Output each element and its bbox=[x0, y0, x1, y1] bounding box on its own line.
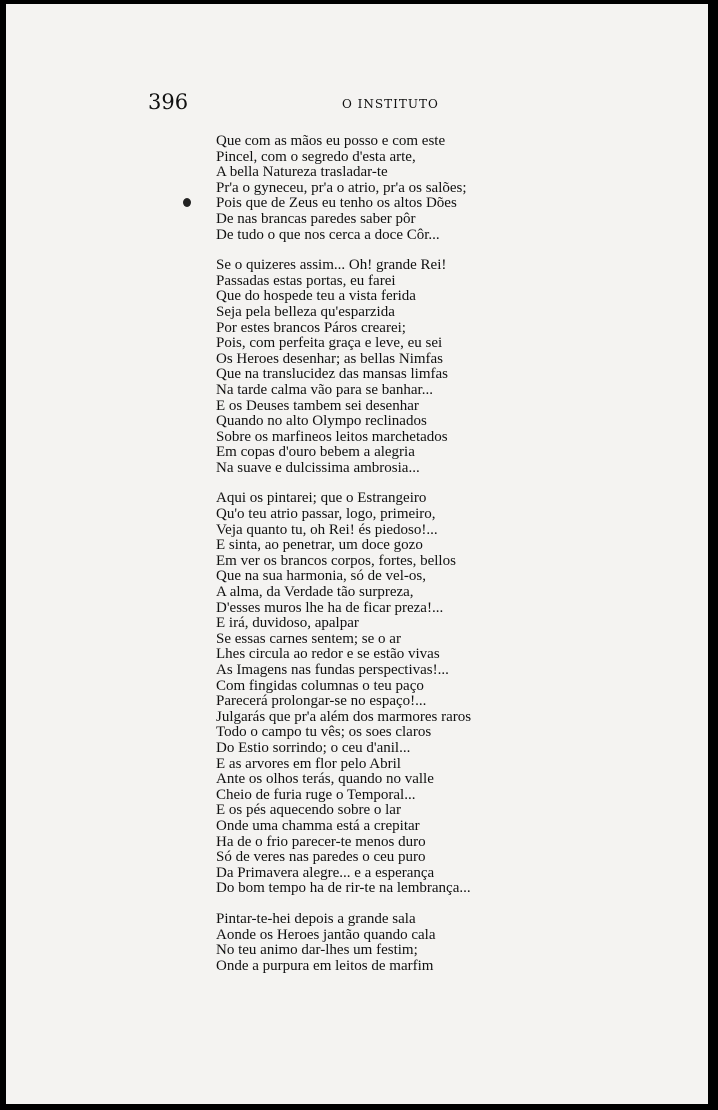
poem-line: Se o quizeres assim... Oh! grande Rei! bbox=[216, 257, 447, 274]
poem-line: Na tarde calma vão para se banhar... bbox=[216, 381, 433, 398]
poem-line: Passadas estas portas, eu farei bbox=[216, 272, 396, 289]
stanza bbox=[216, 134, 696, 243]
poem-line: E os Deuses tambem sei desenhar bbox=[216, 397, 419, 414]
poem-line: E sinta, ao penetrar, um doce gozo bbox=[216, 537, 423, 554]
poem-line: Por estes brancos Páros crearei; bbox=[216, 319, 406, 336]
poem-line: A bella Natureza trasladar-te bbox=[216, 164, 388, 181]
poem-line: Qu'o teu atrio passar, logo, primeiro, bbox=[216, 506, 436, 523]
poem-line: Os Heroes desenhar; as bellas Nimfas bbox=[216, 350, 444, 367]
poem-line: A alma, da Verdade tão surpreza, bbox=[216, 584, 414, 601]
poem-line: Parecerá prolongar-se no espaço!... bbox=[216, 693, 427, 710]
poem-line: Da Primavera alegre... e a esperança bbox=[216, 864, 435, 881]
poem-line: De tudo o que nos cerca a doce Côr... bbox=[216, 226, 440, 243]
poem-line: Seja pela belleza qu'esparzida bbox=[216, 303, 395, 320]
book-page bbox=[6, 4, 708, 1104]
poem-line: Em copas d'ouro bebem a alegria bbox=[216, 444, 415, 461]
poem-line: Aonde os Heroes jantão quando cala bbox=[216, 926, 436, 943]
page-number: 396 bbox=[148, 90, 189, 114]
stanza bbox=[216, 491, 696, 896]
poem-line: Que na sua harmonia, só de vel-os, bbox=[216, 568, 426, 585]
poem-line: Todo o campo tu vês; os soes claros bbox=[216, 724, 432, 741]
poem-line: D'esses muros lhe ha de ficar preza!... bbox=[216, 599, 444, 616]
poem-line: Pois, com perfeita graça e leve, eu sei bbox=[216, 335, 443, 352]
poem-line: Em ver os brancos corpos, fortes, bellos bbox=[216, 552, 456, 569]
poem-line: Lhes circula ao redor e se estão vivas bbox=[216, 646, 440, 663]
poem-line: Pincel, com o segredo d'esta arte, bbox=[216, 148, 416, 165]
poem-line: Quando no alto Olympo reclinados bbox=[216, 413, 427, 430]
stanza bbox=[216, 912, 696, 974]
poem-line: E as arvores em flor pelo Abril bbox=[216, 755, 401, 772]
stanza bbox=[216, 258, 696, 476]
running-title: O INSTITUTO bbox=[342, 97, 439, 111]
poem-line: Do bom tempo ha de rir-te na lembrança... bbox=[216, 880, 471, 897]
poem-line: E os pés aquecendo sobre o lar bbox=[216, 802, 401, 819]
poem-line: Pintar-te-hei depois a grande sala bbox=[216, 910, 416, 927]
poem-line: Na suave e dulcissima ambrosia... bbox=[216, 459, 420, 476]
ink-speck bbox=[183, 198, 191, 207]
poem-line: Veja quanto tu, oh Rei! és piedoso!... bbox=[216, 521, 438, 538]
poem-line: Do Estio sorrindo; o ceu d'anil... bbox=[216, 739, 411, 756]
poem-body bbox=[216, 134, 696, 974]
poem-line: As Imagens nas fundas perspectivas!... bbox=[216, 662, 449, 678]
poem-line: Onde a purpura em leitos de marfim bbox=[216, 957, 434, 974]
poem-line: Ante os olhos terás, quando no valle bbox=[216, 771, 434, 788]
poem-line: Se essas carnes sentem; se o ar bbox=[216, 630, 401, 647]
poem-line: Que com as mãos eu posso e com este bbox=[216, 133, 446, 149]
poem-line: Só de veres nas paredes o ceu puro bbox=[216, 849, 426, 866]
poem-line: No teu animo dar-lhes um festim; bbox=[216, 942, 418, 959]
poem-line: Que do hospede teu a vista ferida bbox=[216, 288, 416, 305]
poem-line: Ha de o frio parecer-te menos duro bbox=[216, 833, 426, 850]
poem-line: Julgarás que pr'a além dos marmores raros bbox=[216, 708, 472, 725]
poem-line: Cheio de furia ruge o Temporal... bbox=[216, 786, 416, 803]
poem-line: De nas brancas paredes saber pôr bbox=[216, 210, 416, 227]
poem-line: E irá, duvidoso, apalpar bbox=[216, 615, 359, 632]
poem-line: Sobre os marfineos leitos marchetados bbox=[216, 428, 448, 445]
poem-line: Pr'a o gyneceu, pr'a o atrio, pr'a os salões; bbox=[216, 179, 467, 196]
poem-line: Que na translucidez das mansas limfas bbox=[216, 366, 449, 383]
poem-line: Onde uma chamma está a crepitar bbox=[216, 817, 420, 834]
poem-line: Com fingidas columnas o teu paço bbox=[216, 677, 424, 694]
poem-line: Pois que de Zeus eu tenho os altos Dões bbox=[216, 195, 457, 212]
poem-line: Aqui os pintarei; que o Estrangeiro bbox=[216, 490, 427, 507]
